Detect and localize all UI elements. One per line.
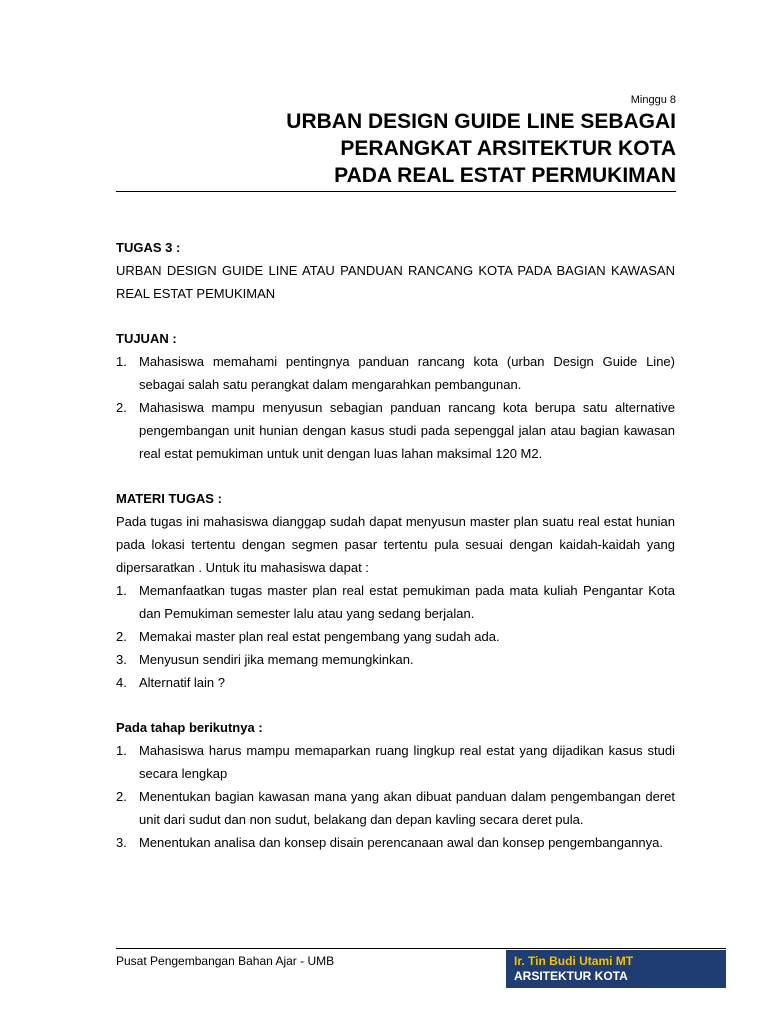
- document-body: [116, 236, 675, 876]
- list-item: 1. Mahasiswa harus mampu memaparkan ruang lingkup real estat yang dijadikan kasus studi secara lengkap: [116, 743, 675, 781]
- list-item-text: Memakai master plan real estat pengembang yang sudah ada.: [139, 629, 500, 644]
- list-item-text: Menentukan bagian kawasan mana yang akan dibuat panduan dalam pengembangan deret unit dari sudut dan non sudut, belakang dan depan kavling secara deret pula.: [139, 789, 675, 827]
- title-divider: [116, 191, 676, 192]
- tahap-heading: Pada tahap berikutnya :: [116, 720, 263, 735]
- list-item-text: Mahasiswa memahami pentingnya panduan rancang kota (urban Design Guide Line) sebagai salah satu perangkat dalam mengarahkan pembangunan.: [139, 354, 675, 392]
- tugas-text: URBAN DESIGN GUIDE LINE ATAU PANDUAN RANCANG KOTA PADA BAGIAN KAWASAN REAL ESTAT PEMUKIMAN: [116, 263, 675, 301]
- list-item: 1. Mahasiswa memahami pentingnya panduan rancang kota (urban Design Guide Line) sebagai salah satu perangkat dalam mengarahkan pembangunan.: [116, 354, 675, 392]
- list-item-text: Mahasiswa harus mampu memaparkan ruang lingkup real estat yang dijadikan kasus studi secara lengkap: [139, 743, 675, 781]
- materi-intro: Pada tugas ini mahasiswa dianggap sudah dapat menyusun master plan suatu real estat hunian pada lokasi tertentu dengan segmen pasar tertentu pula sesuai dengan kaidah-kaidah yang dipersaratkan . Untuk itu mahasiswa dapat :: [116, 514, 675, 575]
- footer-subject: ARSITEKTUR KOTA: [514, 969, 628, 983]
- list-item: 4. Alternatif lain ?: [116, 675, 225, 690]
- week-label: Minggu 8: [630, 94, 676, 106]
- list-item: 1. Memanfaatkan tugas master plan real estat pemukiman pada mata kuliah Pengantar Kota dan Pemukiman semester lalu atau yang sedang berjalan.: [116, 583, 675, 621]
- tugas-heading: TUGAS 3 :: [116, 240, 181, 255]
- tujuan-section: [116, 327, 675, 465]
- list-item-text: Menyusun sendiri jika memang memungkinkan.: [139, 652, 414, 667]
- list-item-text: Menentukan analisa dan konsep disain perencanaan awal dan konsep pengembangannya.: [139, 835, 664, 850]
- title-line-1: URBAN DESIGN GUIDE LINE SEBAGAI: [286, 110, 676, 133]
- list-item: 3. Menentukan analisa dan konsep disain perencanaan awal dan konsep pengembangannya.: [116, 835, 664, 850]
- materi-heading: MATERI TUGAS :: [116, 491, 222, 506]
- list-item-text: Memanfaatkan tugas master plan real estat pemukiman pada mata kuliah Pengantar Kota dan Pemukiman semester lalu atau yang sedang berjalan.: [139, 583, 675, 621]
- list-item: 2. Memakai master plan real estat pengembang yang sudah ada.: [116, 629, 500, 644]
- list-item-text: Alternatif lain ?: [139, 675, 225, 690]
- footer-publisher: Pusat Pengembangan Bahan Ajar - UMB: [116, 954, 335, 968]
- list-item: 2. Mahasiswa mampu menyusun sebagian panduan rancang kota berupa satu alternative pengembangan unit hunian dengan kasus studi pada sepenggal jalan atau bagian kawasan real estat pemukiman untuk unit dengan luas lahan maksimal 120 M2.: [116, 400, 675, 461]
- footer-author-box: [506, 950, 726, 988]
- tujuan-heading: TUJUAN :: [116, 331, 177, 346]
- list-item-text: Mahasiswa mampu menyusun sebagian panduan rancang kota berupa satu alternative pengembangan unit hunian dengan kasus studi pada sepenggal jalan atau bagian kawasan real estat pemukiman untuk unit dengan luas lahan maksimal 120 M2.: [139, 400, 675, 461]
- footer-author: Ir. Tin Budi Utami MT: [514, 954, 634, 968]
- materi-list: [116, 579, 675, 694]
- title-line-2: PERANGKAT ARSITEKTUR KOTA: [340, 137, 676, 160]
- tahap-section: [116, 716, 675, 854]
- title-line-3: PADA REAL ESTAT PERMUKIMAN: [334, 164, 676, 187]
- materi-section: [116, 487, 675, 694]
- list-item: 2. Menentukan bagian kawasan mana yang akan dibuat panduan dalam pengembangan deret unit dari sudut dan non sudut, belakang dan depan kavling secara deret pula.: [116, 789, 675, 827]
- list-item: 3. Menyusun sendiri jika memang memungkinkan.: [116, 652, 414, 667]
- tujuan-list: [116, 350, 675, 465]
- document-title: [116, 108, 676, 189]
- footer-divider: [116, 948, 726, 949]
- tahap-list: [116, 739, 675, 854]
- tugas-section: [116, 236, 675, 305]
